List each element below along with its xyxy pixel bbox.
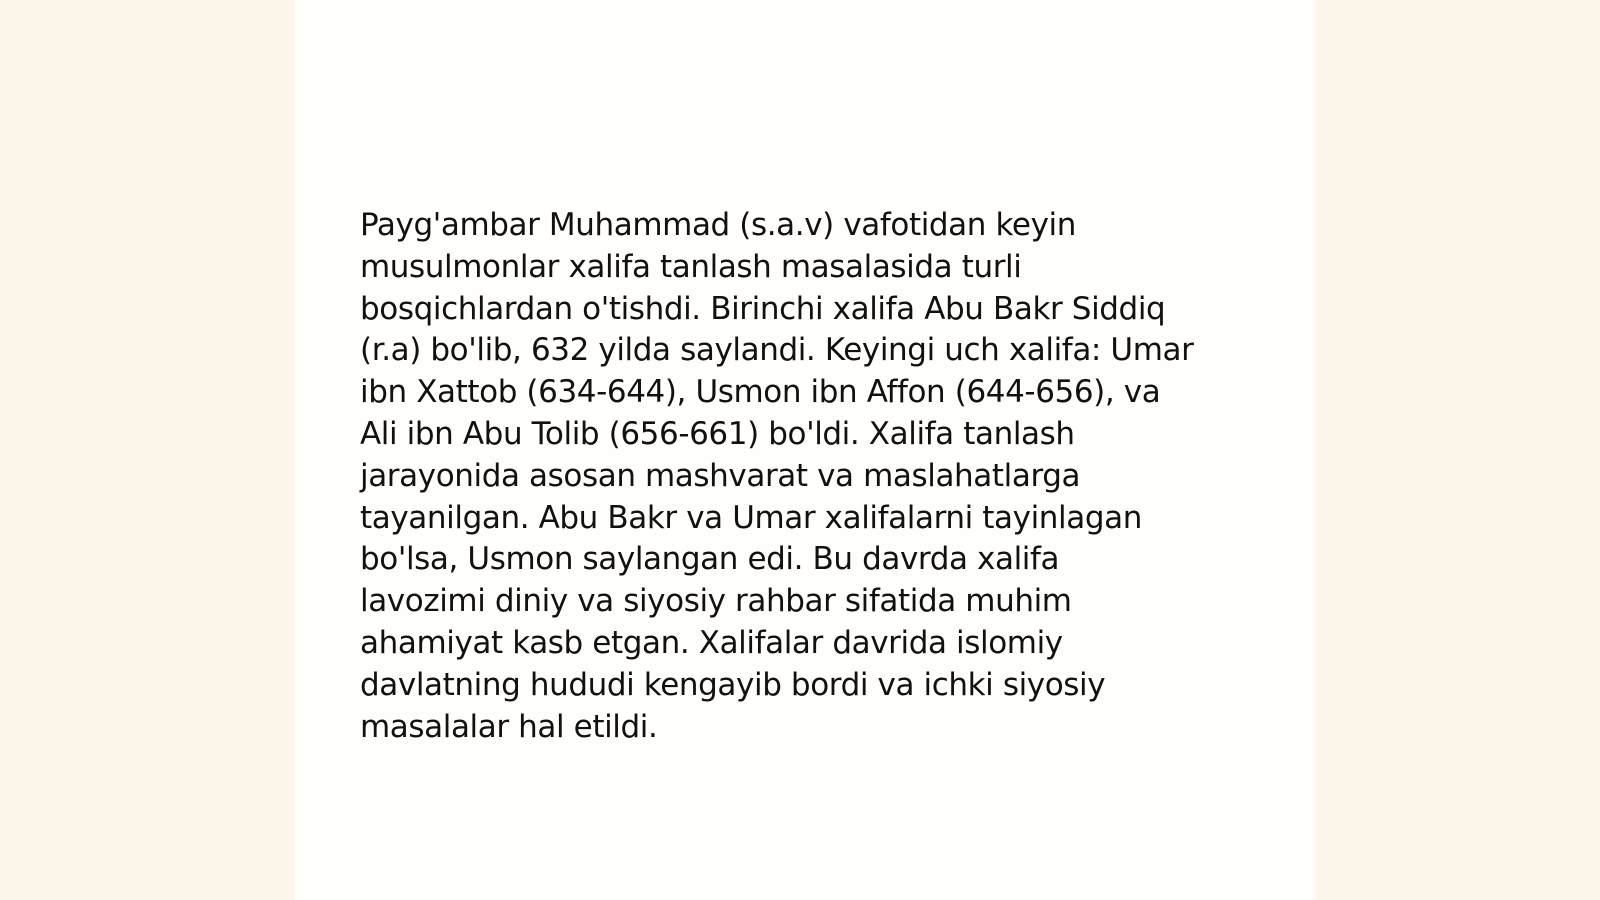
slide-body-text: Payg'ambar Muhammad (s.a.v) vafotidan keyin musulmonlar xalifa tanlash masalasida turli bosqichlardan o'tishdi. Birinchi xalifa Abu Bakr Siddiq (r.a) bo'lib, 632 yilda saylandi. Keyingi uch xalifa: Umar ibn Xattob (634-644), Usmon ibn Affon (644-656), va Ali ibn Abu Tolib (656-661) bo'ldi. Xalifa tanlash jarayonida asosan mashvarat va maslahatlarga tayanilgan. Abu Bakr va Umar xalifalarni tayinlagan bo'lsa, Usmon saylangan edi. Bu davrda xalifa lavozimi diniy va siyosiy rahbar sifatida muhim ahamiyat kasb etgan. Xalifalar davrida islomiy davlatning hududi kengayib bordi va ichki siyosiy masalalar hal etildi. — [360, 207, 1194, 745]
slide-canvas — [295, 0, 1315, 900]
